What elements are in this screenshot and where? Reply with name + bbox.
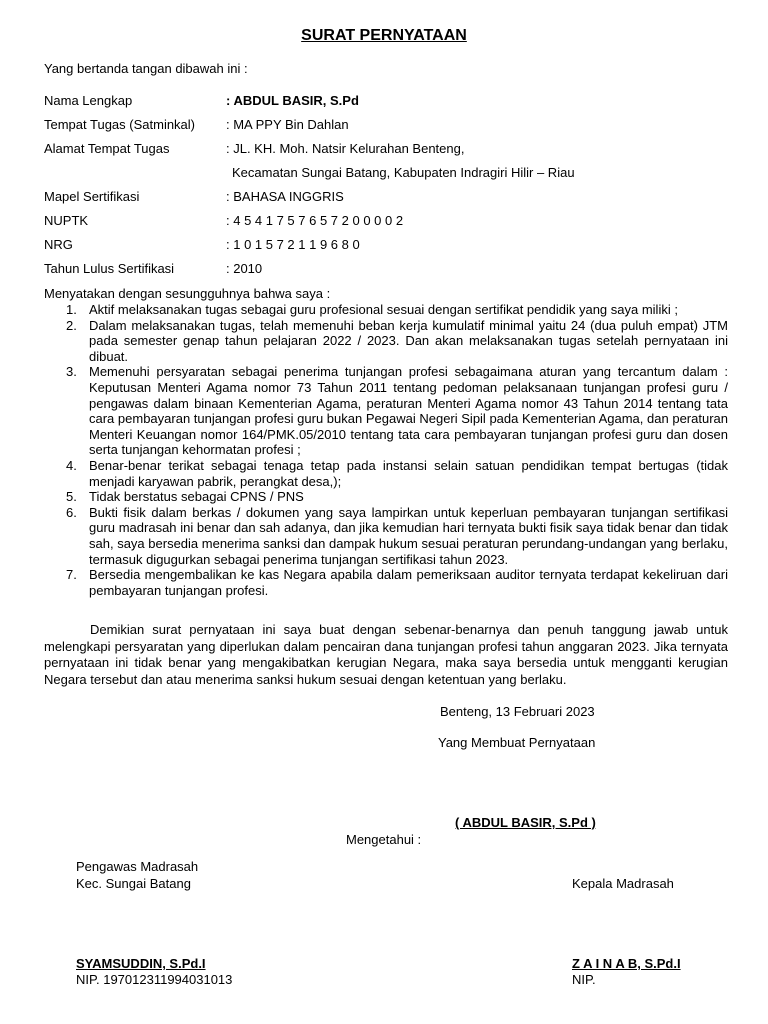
statement-text: Tidak berstatus sebagai CPNS / PNS — [89, 489, 304, 505]
acknowledged-label: Mengetahui : — [346, 832, 422, 847]
field-label-nrg: NRG — [44, 237, 73, 252]
field-value-nuptk: : 4 5 4 1 7 5 7 6 5 7 2 0 0 0 0 2 — [226, 213, 404, 228]
field-label-workplace: Tempat Tugas (Satminkal) — [44, 117, 196, 132]
statement-intro: Menyatakan dengan sesungguhnya bahwa saya : — [44, 286, 331, 301]
principal-nip: NIP. — [572, 972, 596, 987]
supervisor-title: Pengawas Madrasah — [76, 859, 199, 874]
statement-number: 5. — [66, 489, 77, 505]
statement-text: Bukti fisik dalam berkas / dokumen yang saya lampirkan untuk keperluan pembayaran tunjangan sertifikasi guru madrasah ini benar dan sah adanya, dan jika kemudian hari ternyata bukti fisik saya tidak benar dan tidak sah, saya bersedia menerima sanksi dan dampak hukum sesuai peraturan perundang-undangan yang berlaku, termasuk digugurkan sebagai penerima tunjangan sertifikasi tahun 2023. — [89, 504, 728, 567]
field-label-address: Alamat Tempat Tugas — [44, 141, 170, 156]
field-value-workplace: : MA PPY Bin Dahlan — [226, 117, 349, 132]
statement-number: 6. — [66, 504, 77, 520]
supervisor-name: SYAMSUDDIN, S.Pd.I — [76, 956, 206, 971]
statement-item — [44, 318, 728, 365]
statement-item — [44, 505, 728, 567]
field-value-cert-year: : 2010 — [226, 261, 263, 276]
supervisor-nip: NIP. 197012311994031013 — [76, 972, 233, 987]
statement-text: Bersedia mengembalikan ke kas Negara apabila dalam pemeriksaan auditor ternyata terdapat kekeliruan dari pembayaran tunjangan profesi. — [89, 567, 728, 598]
statement-number: 3. — [66, 364, 77, 380]
closing-paragraph: Demikian surat pernyataan ini saya buat dengan sebenar-benarnya dan penuh tanggung jawab untuk melengkapi persyaratan yang diperlukan dalam pencairan dana tunjangan profesi tahun anggaran 2023. Jika ternyata pernyataan ini tidak benar yang mengakibatkan kerugian Negara, maka saya bersedia untuk mengganti kerugian Negara tersebut dan atau menerima sanksi hukum sesuai dengan ketentuan yang berlaku. — [44, 622, 728, 687]
statement-number: 1. — [66, 302, 77, 317]
supervisor-district: Kec. Sungai Batang — [76, 876, 191, 891]
field-value-nrg: : 1 0 1 5 7 2 1 1 9 6 8 0 — [226, 237, 360, 252]
place-date: Benteng, 13 Februari 2023 — [440, 704, 595, 719]
field-value-address: : JL. KH. Moh. Natsir Kelurahan Benteng, — [226, 141, 465, 156]
statement-item — [44, 364, 728, 458]
statement-number: 4. — [66, 457, 77, 473]
statement-item — [44, 458, 728, 489]
field-value-name: : ABDUL BASIR, S.Pd — [226, 93, 359, 108]
statement-number: 2. — [66, 317, 77, 333]
signer-role: Yang Membuat Pernyataan — [438, 735, 596, 750]
principal-name: Z A I N A B, S.Pd.I — [572, 956, 681, 971]
statement-text: Aktif melaksanakan tugas sebagai guru profesional sesuai dengan sertifikat pendidik yang saya miliki ; — [89, 302, 678, 317]
principal-title: Kepala Madrasah — [572, 876, 674, 891]
statement-text: Dalam melaksanakan tugas, telah memenuhi beban kerja kumulatif minimal yaitu 24 (dua puluh empat) JTM pada semester genap tahun pelajaran 2022 / 2023. Dan akan melaksanakan tugas setelah pernyataan ini dibuat. — [89, 317, 728, 364]
statement-item — [44, 302, 728, 318]
document-title: SURAT PERNYATAAN — [301, 27, 467, 44]
field-label-name: Nama Lengkap — [44, 93, 133, 108]
statement-text: Benar-benar terikat sebagai tenaga tetap pada instansi selain satuan pendidikan tempat bertugas (tidak menjadi karyawan pabrik, perangkat desa,); — [89, 457, 728, 489]
field-label-nuptk: NUPTK — [44, 213, 89, 228]
statement-item — [44, 489, 728, 505]
statement-number: 7. — [66, 567, 77, 583]
field-label-cert-year: Tahun Lulus Sertifikasi — [44, 261, 175, 276]
statement-text: Memenuhi persyaratan sebagai penerima tunjangan profesi sebagaimana aturan yang tercantum dalam : Keputusan Menteri Agama nomor 73 Tahun 2011 tentang pedoman pelaksanaan tunjangan profesi guru / pengawas dalam binaan Kementerian Agama, peraturan Menteri Agama nomor 43 Tahun 2014 tentang tata cara pembayaran tunjangan profesi guru bukan Pegawai Negeri Sipil pada Kementerian Agama, dan peraturan Menteri Keuangan nomor 164/PMK.05/2010 tentang tata cara pembayaran tunjangan profesi guru dan dosen serta tunjangan kehormatan profesi ; — [89, 364, 728, 458]
field-value-subject: : BAHASA INGGRIS — [226, 189, 344, 204]
statement-list — [44, 302, 728, 598]
signer-name: ( ABDUL BASIR, S.Pd ) — [455, 815, 596, 830]
statement-item — [44, 567, 728, 598]
field-value-address-line2: Kecamatan Sungai Batang, Kabupaten Indragiri Hilir – Riau — [232, 165, 575, 180]
field-label-subject: Mapel Sertifikasi — [44, 189, 140, 204]
intro-text: Yang bertanda tangan dibawah ini : — [44, 61, 248, 76]
